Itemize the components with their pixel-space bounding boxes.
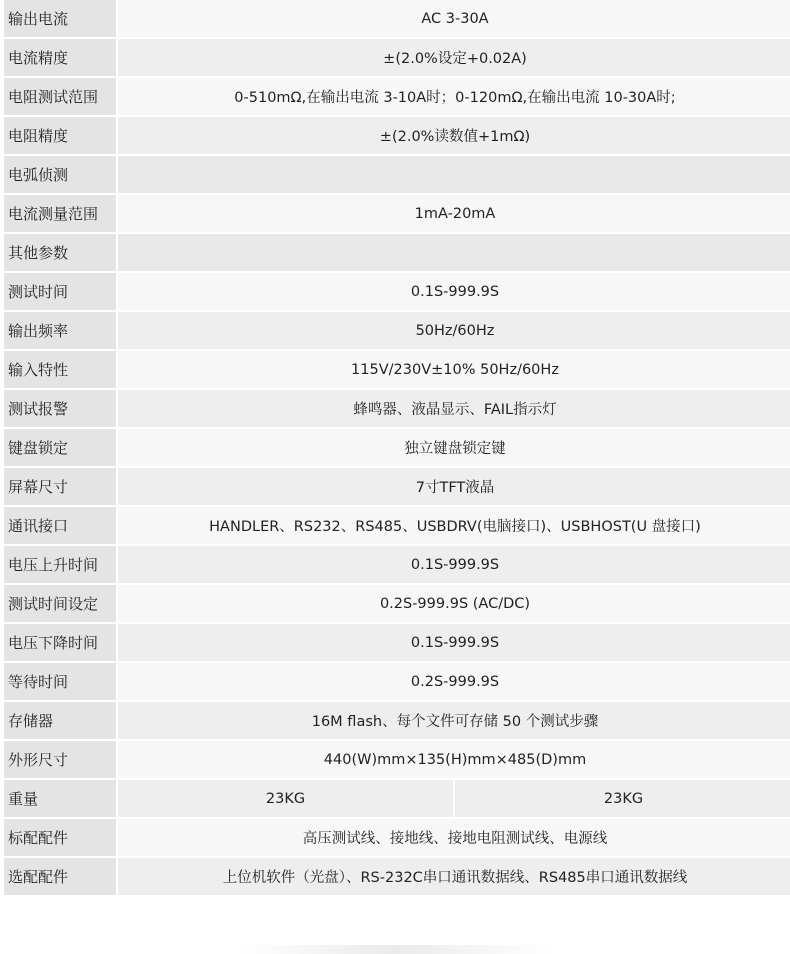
spec-row-standard-accessories [4, 819, 790, 858]
spec-label: 电压下降时间 [4, 624, 118, 663]
spec-row-output-frequency [4, 312, 790, 351]
weight-value-a: 23KG [118, 780, 455, 817]
spec-value: 0.2S-999.9S (AC/DC) [118, 585, 790, 624]
spec-row-dimensions [4, 741, 790, 780]
spec-label: 输出频率 [4, 312, 118, 351]
spec-value-empty [118, 234, 790, 273]
spec-value: 0-510mΩ,在输出电流 3-10A时；0-120mΩ,在输出电流 10-30A时; [118, 78, 790, 117]
spec-row-weight [4, 780, 790, 819]
spec-value: 独立键盘锁定键 [118, 429, 790, 468]
spec-label: 电阻测试范围 [4, 78, 118, 117]
spec-row-resistance-range [4, 78, 790, 117]
spec-row-other-params [4, 234, 790, 273]
spec-label: 测试报警 [4, 390, 118, 429]
spec-label: 测试时间设定 [4, 585, 118, 624]
spec-label: 标配配件 [4, 819, 118, 858]
spec-row-voltage-rise-time [4, 546, 790, 585]
spec-label: 电阻精度 [4, 117, 118, 156]
spec-row-screen-size [4, 468, 790, 507]
spec-value: 上位机软件（光盘）、RS-232C串口通讯数据线、RS485串口通讯数据线 [118, 858, 790, 897]
spec-row-optional-accessories [4, 858, 790, 897]
spec-value: 440(W)mm×135(H)mm×485(D)mm [118, 741, 790, 780]
spec-value: HANDLER、RS232、RS485、USBDRV(电脑接口)、USBHOST(U 盘接口) [118, 507, 790, 546]
spec-row-test-alarm [4, 390, 790, 429]
spec-value: 0.2S-999.9S [118, 663, 790, 702]
spec-label: 屏幕尺寸 [4, 468, 118, 507]
spec-row-arc-detection [4, 156, 790, 195]
spec-value: ±(2.0%读数值+1mΩ) [118, 117, 790, 156]
spec-row-current-measure-range [4, 195, 790, 234]
spec-value: 1mA-20mA [118, 195, 790, 234]
spec-row-resistance-accuracy [4, 117, 790, 156]
spec-label: 存储器 [4, 702, 118, 741]
spec-label: 通讯接口 [4, 507, 118, 546]
spec-label: 测试时间 [4, 273, 118, 312]
spec-value: 16M flash、每个文件可存储 50 个测试步骤 [118, 702, 790, 741]
spec-row-current-accuracy [4, 39, 790, 78]
spec-label: 外形尺寸 [4, 741, 118, 780]
spec-value-split [118, 780, 790, 819]
spec-label: 重量 [4, 780, 118, 819]
spec-row-voltage-fall-time [4, 624, 790, 663]
spec-section-label: 电弧侦测 [4, 156, 118, 195]
bottom-divider-shade [240, 945, 550, 954]
spec-value: 高压测试线、接地线、接地电阻测试线、电源线 [118, 819, 790, 858]
spec-table [4, 0, 790, 897]
spec-label: 输出电流 [4, 0, 118, 39]
spec-value: ±(2.0%设定+0.02A) [118, 39, 790, 78]
spec-value: 蜂鸣器、液晶显示、FAIL指示灯 [118, 390, 790, 429]
spec-value: 0.1S-999.9S [118, 273, 790, 312]
spec-label: 电压上升时间 [4, 546, 118, 585]
spec-row-memory [4, 702, 790, 741]
spec-value: 0.1S-999.9S [118, 546, 790, 585]
spec-value: 7寸TFT液晶 [118, 468, 790, 507]
spec-row-wait-time [4, 663, 790, 702]
spec-row-test-time [4, 273, 790, 312]
spec-section-label: 其他参数 [4, 234, 118, 273]
spec-row-keyboard-lock [4, 429, 790, 468]
spec-label: 电流测量范围 [4, 195, 118, 234]
spec-value-empty [118, 156, 790, 195]
spec-value: 115V/230V±10% 50Hz/60Hz [118, 351, 790, 390]
spec-row-output-current [4, 0, 790, 39]
spec-value: 0.1S-999.9S [118, 624, 790, 663]
weight-value-b: 23KG [603, 790, 644, 807]
spec-row-test-time-setting [4, 585, 790, 624]
spec-value: AC 3-30A [118, 0, 790, 39]
spec-row-communication-interface [4, 507, 790, 546]
spec-label: 等待时间 [4, 663, 118, 702]
spec-row-input-characteristics [4, 351, 790, 390]
spec-label: 电流精度 [4, 39, 118, 78]
spec-value: 50Hz/60Hz [118, 312, 790, 351]
spec-label: 选配配件 [4, 858, 118, 897]
spec-label: 输入特性 [4, 351, 118, 390]
spec-label: 键盘锁定 [4, 429, 118, 468]
